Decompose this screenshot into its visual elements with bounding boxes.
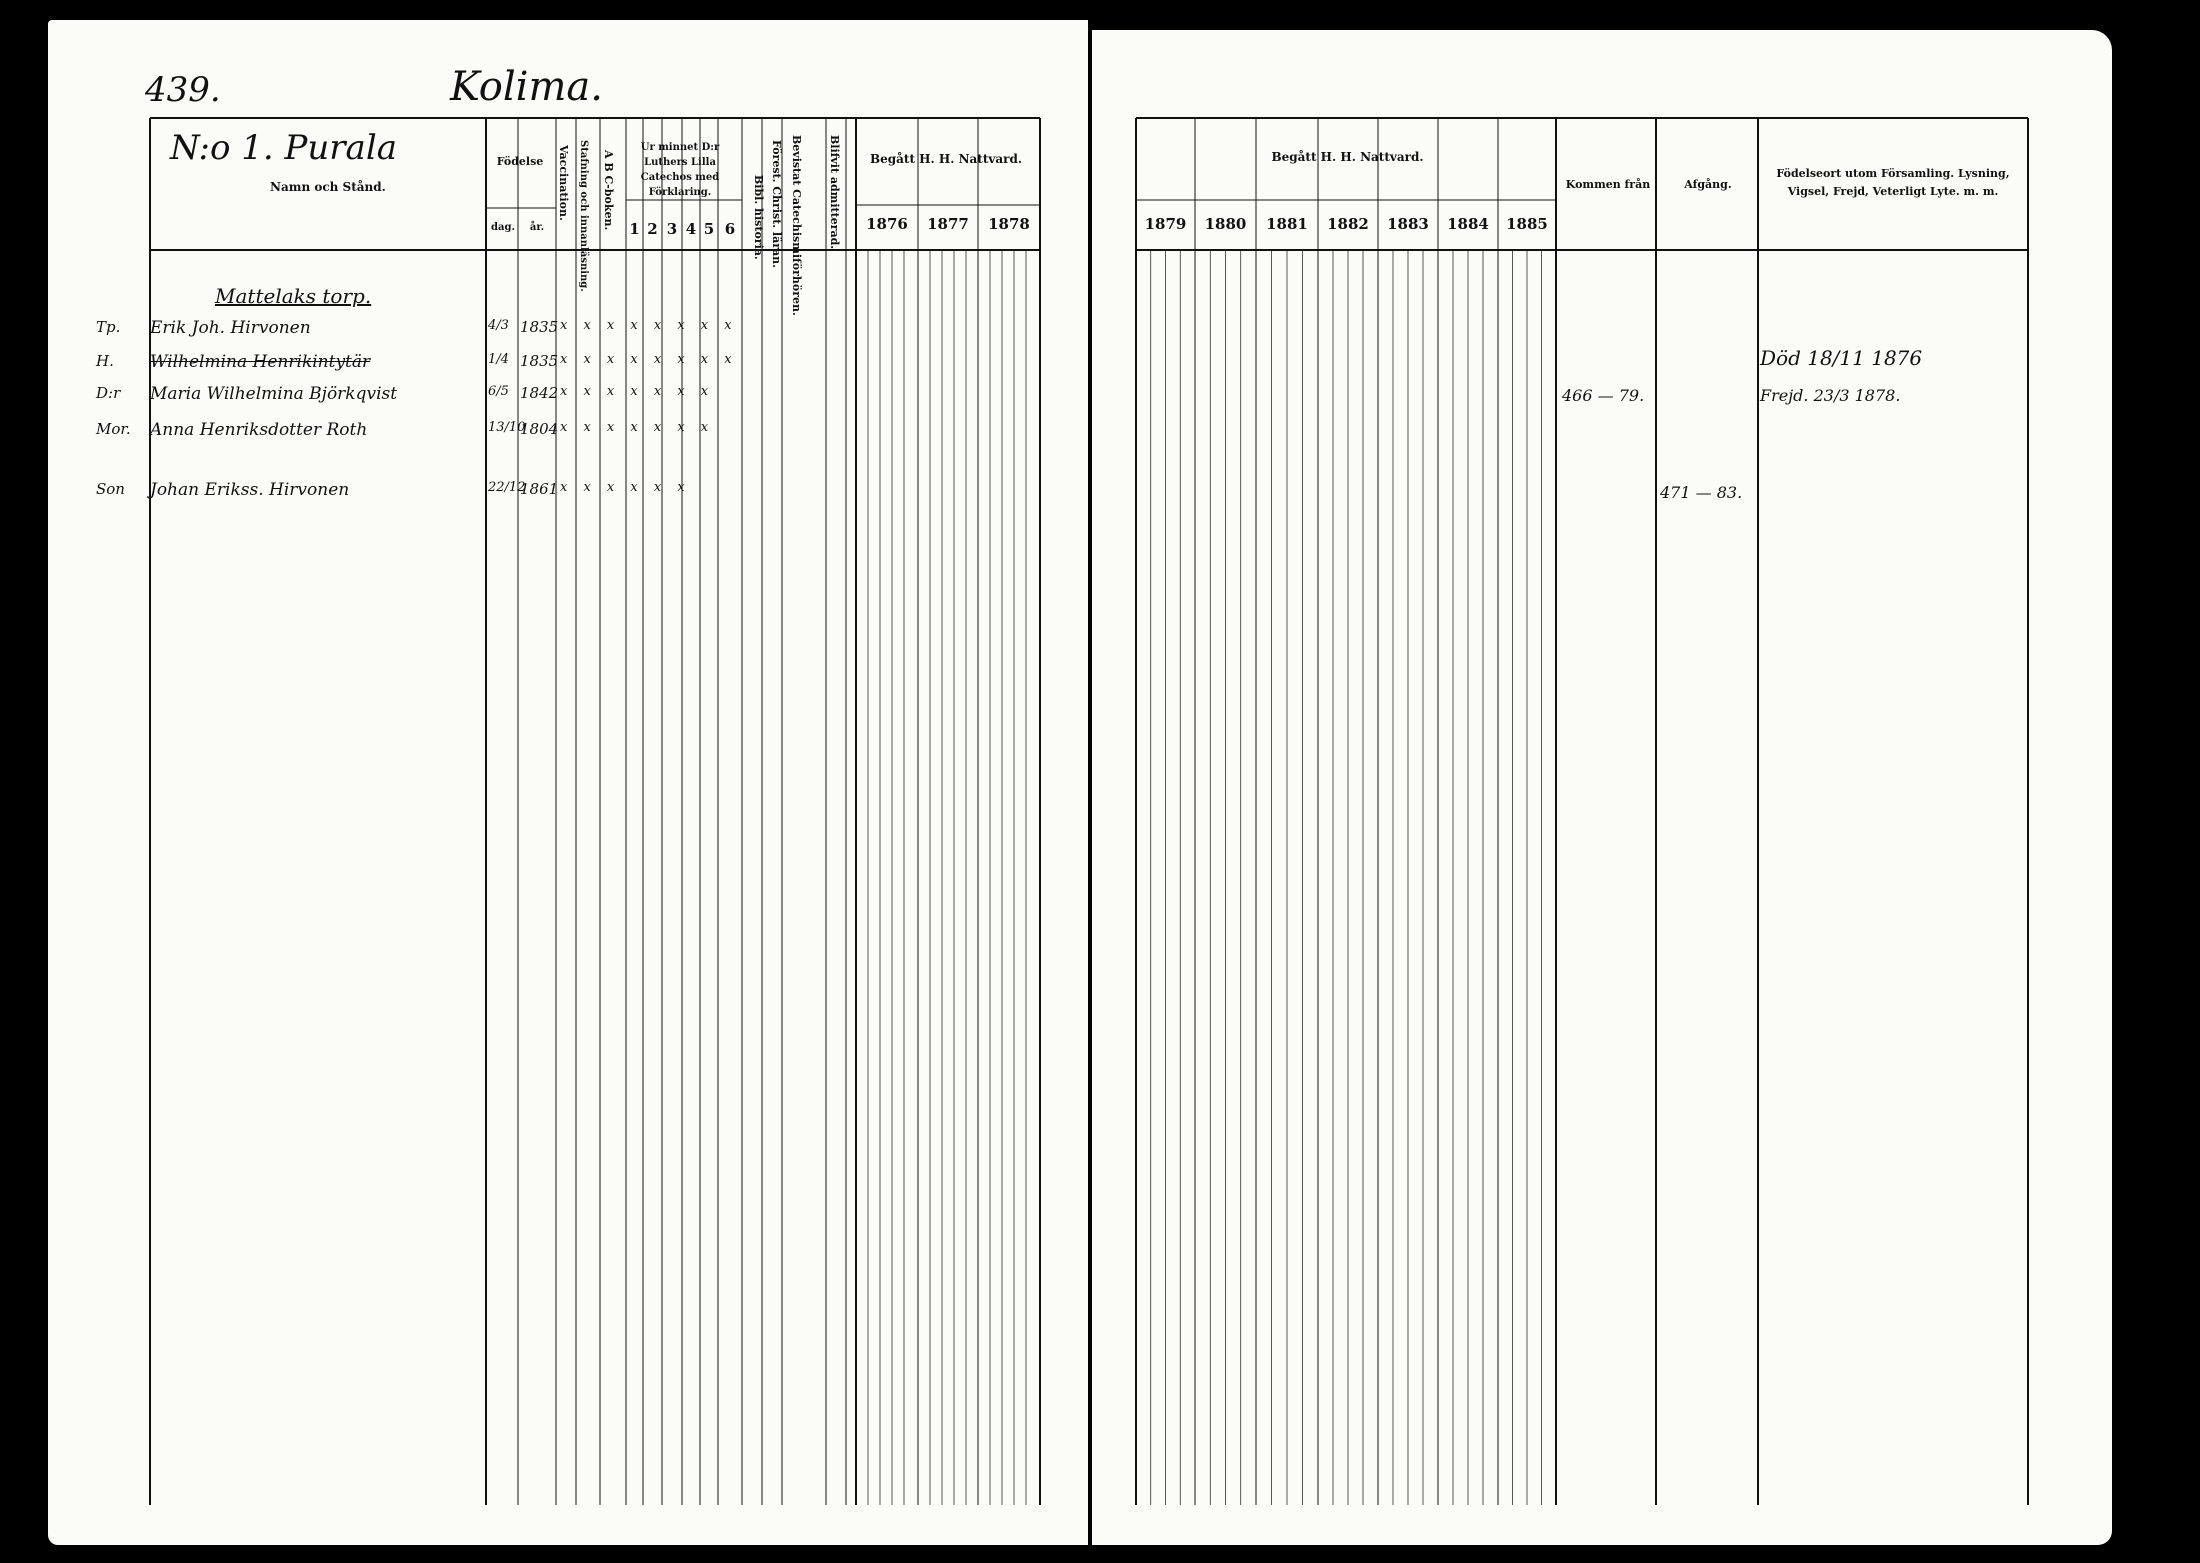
catechism-header: Ur minnet D:r Luthers Lilla Catechos med Förklaring. (640, 142, 720, 198)
row-birth-day: 4/3 (488, 318, 509, 333)
row-name: Johan Erikss. Hirvonen (150, 480, 350, 500)
farm-heading: N:o 1. Purala (170, 128, 397, 168)
row-title: D:r (96, 384, 121, 402)
catechism-part-5: 5 (703, 220, 715, 238)
row-birth-day: 1/4 (488, 352, 509, 367)
row-title: Tp. (96, 318, 121, 336)
catechism-part-3: 3 (666, 220, 678, 238)
vaccination-header: Vaccination. (557, 145, 570, 221)
day-header: dag. (491, 222, 515, 233)
came-from-header: Kommen från (1565, 178, 1651, 191)
communion-year-1879: 1879 (1144, 215, 1187, 233)
departure-header: Afgång. (1684, 178, 1732, 191)
row-birth-year: 1842 (520, 384, 559, 402)
row-birth-day: 6/5 (488, 384, 509, 399)
communion-year-1880: 1880 (1204, 215, 1247, 233)
row-birth-day: 22/12 (488, 480, 526, 495)
communion-year-1884: 1884 (1447, 215, 1489, 233)
communion-header-right: Begått H. H. Nattvard. (1271, 150, 1424, 164)
row-name: Maria Wilhelmina Björkqvist (150, 384, 398, 404)
birth-header: Födelse (496, 155, 544, 168)
communion-year-1885: 1885 (1506, 215, 1548, 233)
communion-year-1876: 1876 (866, 215, 908, 233)
communion-year-1877: 1877 (927, 215, 969, 233)
communion-year-1883: 1883 (1387, 215, 1429, 233)
row-marks: x x x x x x (560, 480, 691, 495)
page-number: 439. (145, 70, 221, 110)
communion-year-1878: 1878 (988, 215, 1030, 233)
frejd-note: Frejd. 23/3 1878. (1760, 386, 1901, 405)
row-birth-year: 1835 (520, 318, 559, 336)
christian-doctrine-header: Förest. Christ. läran. (770, 140, 783, 268)
row-title: Mor. (96, 420, 131, 438)
row-name: Anna Henriksdotter Roth (150, 420, 368, 440)
village-name: Kolima. (450, 64, 603, 110)
row-name: Erik Joh. Hirvonen (150, 318, 311, 338)
catechism-part-1: 1 (629, 220, 640, 238)
row-title: Son (96, 480, 125, 498)
row-birth-year: 1835 (520, 352, 559, 370)
catechism-part-2: 2 (647, 220, 658, 238)
catechism-part-6: 6 (724, 220, 736, 238)
came-from-entry: 466 — 79. (1562, 386, 1645, 405)
row-birth-year: 1804 (520, 420, 559, 438)
proven-catechism-header: Bevistat Catechismiförhören. (790, 135, 803, 316)
communion-year-1882: 1882 (1327, 215, 1369, 233)
abc-header: A B C-boken. (602, 150, 615, 231)
section-label: Mattelaks torp. (215, 284, 372, 308)
year-header: år. (529, 222, 545, 233)
row-name: Wilhelmina Henrikintytär (150, 352, 371, 372)
name-header: Namn och Stånd. (270, 180, 386, 194)
notes-header: Födelseort utom Församling. Lysning, Vigsel, Frejd, Veterligt Lyte. m. m. (1776, 167, 2010, 198)
bible-history-header: Bibl. historia. (752, 175, 765, 260)
row-birth-day: 13/10 (488, 420, 526, 435)
departure-entry: 471 — 83. (1660, 483, 1743, 502)
row-birth-year: 1861 (520, 480, 559, 498)
admitted-header: Blifvit admitterad. (828, 135, 841, 250)
death-note: Död 18/11 1876 (1760, 346, 1923, 370)
row-marks: x x x x x x x (560, 420, 715, 435)
row-marks: x x x x x x x (560, 384, 715, 399)
communion-header-left: Begått H. H. Nattvard. (869, 152, 1023, 166)
row-marks: x x x x x x x x (560, 318, 738, 333)
row-title: H. (96, 352, 114, 370)
reading-header: Stafning och innanläsning. (578, 140, 589, 292)
catechism-part-4: 4 (685, 220, 697, 238)
communion-year-1881: 1881 (1266, 215, 1308, 233)
row-marks: x x x x x x x x (560, 352, 738, 367)
